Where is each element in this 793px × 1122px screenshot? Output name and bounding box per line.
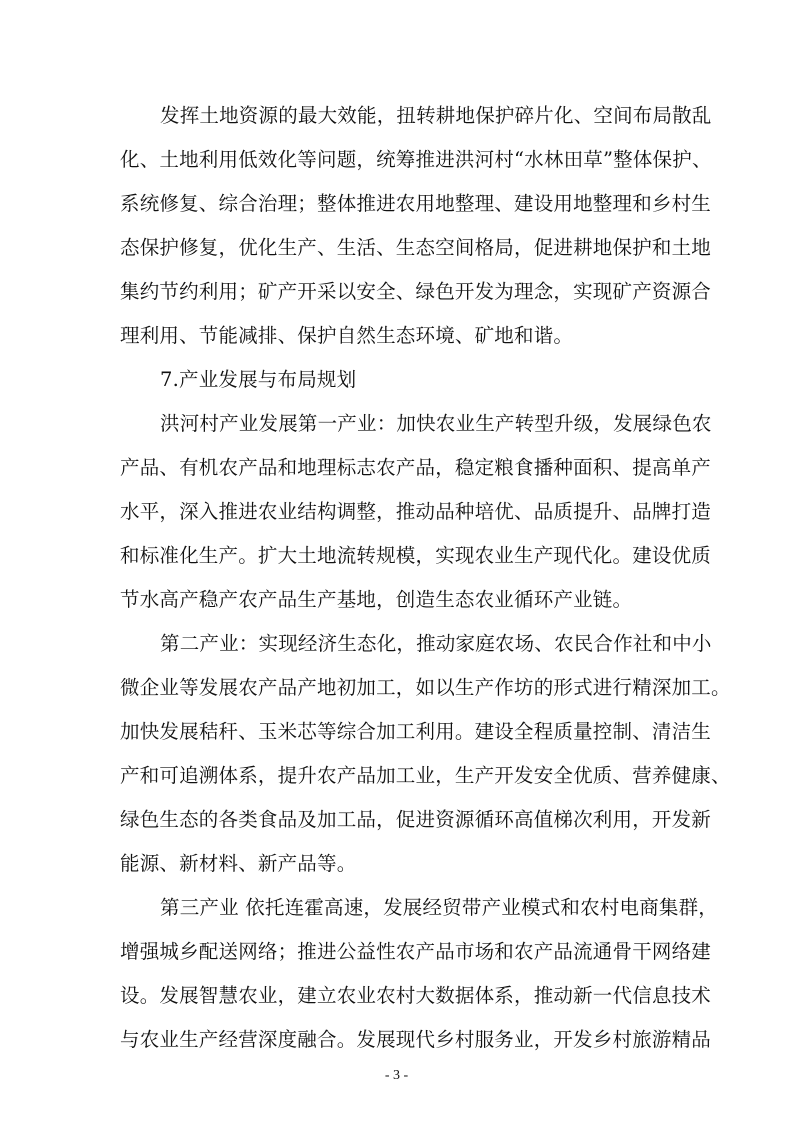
text-line: 和标准化生产。扩大土地流转规模，实现农业生产现代化。建设优质 bbox=[120, 544, 712, 567]
text-line: 微企业等发展农产品产地初加工，如以生产作坊的形式进行精深加工。 bbox=[120, 676, 731, 699]
text-line: 能源、新材料、新产品等。 bbox=[120, 852, 357, 875]
text-line: 产品、有机农产品和地理标志农产品，稳定粮食播种面积、提高单产 bbox=[120, 456, 712, 479]
text-line: 加快发展秸秆、玉米芯等综合加工利用。建设全程质量控制、清洁生 bbox=[120, 720, 712, 743]
text-line: 系统修复、综合治理；整体推进农用地整理、建设用地整理和乡村生 bbox=[120, 192, 712, 215]
text-line: 节水高产稳产农产品生产基地，创造生态农业循环产业链。 bbox=[120, 588, 633, 611]
text-line: 化、土地利用低效化等问题，统筹推进洪河村“水林田草”整体保护、 bbox=[120, 148, 712, 171]
text-line: 与农业生产经营深度融合。发展现代乡村服务业，开发乡村旅游精品 bbox=[120, 1028, 712, 1051]
text-line: 增强城乡配送网络；推进公益性农产品市场和农产品流通骨干网络建 bbox=[120, 940, 712, 963]
text-line: 发挥土地资源的最大效能，扭转耕地保护碎片化、空间布局散乱 bbox=[160, 104, 712, 127]
text-line: 第二产业：实现经济生态化，推动家庭农场、农民合作社和中小 bbox=[160, 632, 712, 655]
text-line: 第三产业 依托连霍高速，发展经贸带产业模式和农村电商集群， bbox=[160, 896, 718, 919]
text-line: 设。发展智慧农业，建立农业农村大数据体系，推动新一代信息技术 bbox=[120, 984, 712, 1007]
page-number: - 3 - bbox=[384, 1068, 409, 1083]
text-line: 水平，深入推进农业结构调整，推动品种培优、品质提升、品牌打造 bbox=[120, 500, 712, 523]
text-line: 绿色生态的各类食品及加工品，促进资源循环高值梯次利用，开发新 bbox=[120, 808, 712, 831]
text-line: 洪河村产业发展第一产业：加快农业生产转型升级，发展绿色农 bbox=[160, 412, 712, 435]
text-line: 产和可追溯体系，提升农产品加工业，生产开发安全优质、营养健康、 bbox=[120, 764, 731, 787]
text-line: 态保护修复，优化生产、生活、生态空间格局，促进耕地保护和土地 bbox=[120, 236, 712, 259]
section-heading: 7.产业发展与布局规划 bbox=[160, 368, 357, 391]
text-line: 集约节约利用；矿产开采以安全、绿色开发为理念，实现矿产资源合 bbox=[120, 280, 712, 303]
text-line: 理利用、节能减排、保护自然生态环境、矿地和谐。 bbox=[120, 324, 574, 347]
